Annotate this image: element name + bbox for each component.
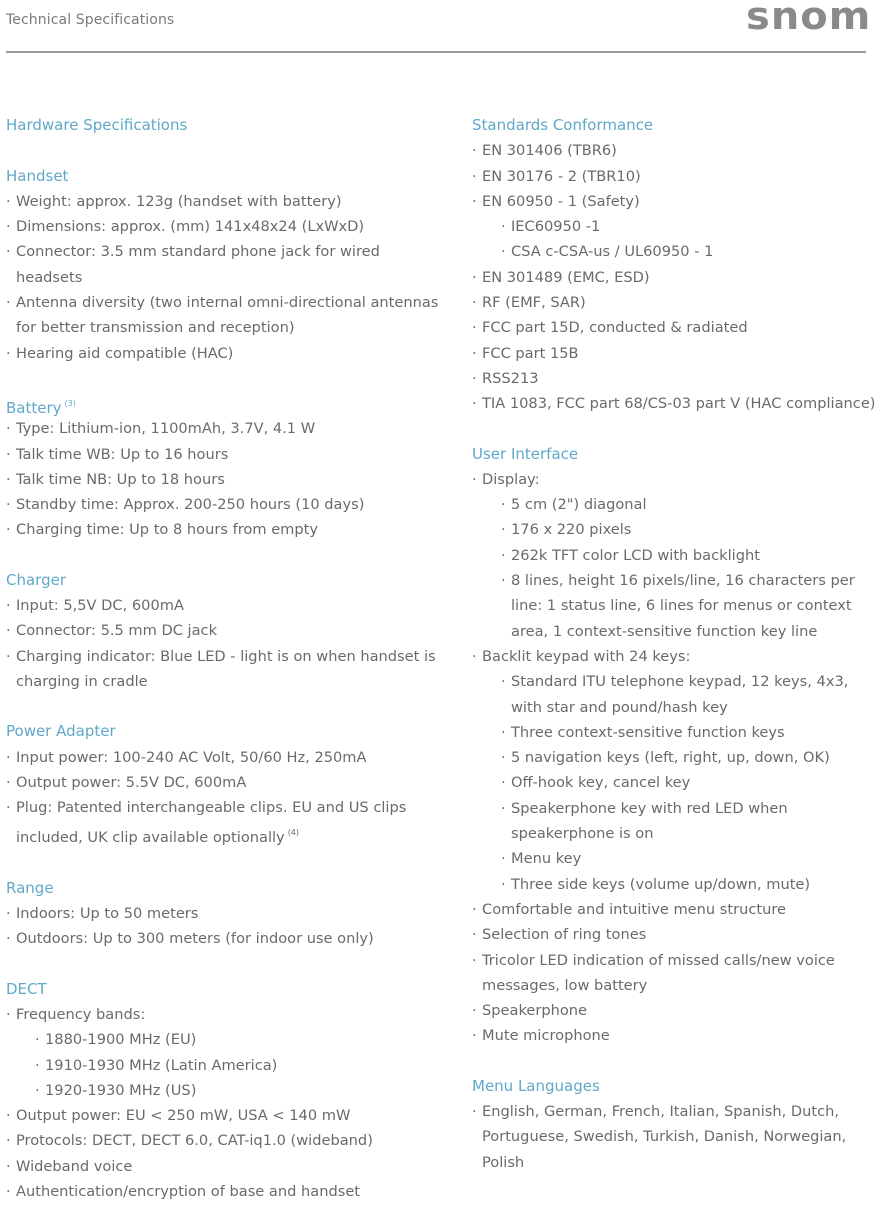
- item-text: Talk time WB: Up to 16 hours: [16, 445, 229, 463]
- list-item: [6, 517, 446, 542]
- header-divider: [6, 51, 866, 53]
- item-text: Charging indicator: Blue LED - light is on when handset is charging in cradle: [16, 647, 436, 690]
- list-item: [472, 341, 877, 366]
- bullet-icon: ·: [472, 294, 477, 312]
- item-text: Three side keys (volume up/down, mute): [511, 875, 811, 893]
- item-text: Connector: 3.5 mm standard phone jack for wired headsets: [16, 243, 380, 286]
- sub-list-item: [472, 872, 877, 897]
- list-item: [472, 290, 877, 315]
- sub-list-item: [472, 745, 877, 770]
- item-text: Speakerphone: [482, 1002, 588, 1020]
- sub-list-item: [472, 770, 877, 795]
- list-item: [472, 644, 877, 669]
- list-item: [472, 189, 877, 214]
- section-heading-text: Battery: [6, 398, 62, 417]
- footnote-ref: (3): [64, 398, 76, 408]
- item-text: Input: 5,5V DC, 600mA: [16, 597, 184, 615]
- list-item: [472, 1023, 877, 1048]
- item-text: Selection of ring tones: [482, 926, 647, 944]
- item-text: 1910-1930 MHz (Latin America): [45, 1056, 278, 1074]
- right-sections: [472, 113, 877, 1175]
- sub-list-item: [472, 568, 877, 644]
- list-item: [6, 1128, 446, 1153]
- item-text: Type: Lithium-ion, 1100mAh, 3.7V, 4.1 W: [16, 420, 316, 438]
- footnote-ref: (4): [287, 828, 300, 838]
- bullet-icon: ·: [472, 192, 477, 210]
- section-heading-text: Charger: [6, 570, 66, 589]
- item-text: Outdoors: Up to 300 meters (for indoor use only): [16, 930, 374, 948]
- item-text: Connector: 5.5 mm DC jack: [16, 622, 218, 640]
- item-text: 1880-1900 MHz (EU): [45, 1031, 197, 1049]
- section-battery: [6, 391, 446, 543]
- hardware-specifications-heading: Hardware Specifications: [6, 116, 188, 134]
- bullet-icon: ·: [6, 445, 11, 463]
- section-power-adapter: [6, 719, 446, 850]
- section-heading: [472, 1074, 877, 1099]
- section-heading: [472, 442, 877, 467]
- sub-list-item: [472, 543, 877, 568]
- section-heading-text: Handset: [6, 166, 69, 185]
- left-sections: [6, 164, 446, 1205]
- section-heading: [6, 568, 446, 593]
- list-item: [6, 442, 446, 467]
- bullet-icon: ·: [501, 875, 506, 893]
- bullet-icon: ·: [6, 420, 11, 438]
- list-item: [472, 391, 877, 416]
- list-item: [472, 315, 877, 340]
- sub-list-item: [472, 239, 877, 264]
- item-text: Output power: EU < 250 mW, USA < 140 mW: [16, 1107, 351, 1125]
- section-handset: [6, 164, 446, 366]
- list-item: [6, 926, 446, 951]
- bullet-icon: ·: [6, 1157, 11, 1175]
- section-heading: [472, 113, 877, 138]
- list-item: [472, 164, 877, 189]
- bullet-icon: ·: [501, 218, 506, 236]
- list-item: [472, 366, 877, 391]
- item-text: RF (EMF, SAR): [482, 294, 586, 312]
- bullet-icon: ·: [501, 774, 506, 792]
- list-item: [6, 492, 446, 517]
- list-item: [472, 138, 877, 163]
- item-text: IEC60950 -1: [511, 218, 601, 236]
- sub-list-item: [472, 214, 877, 239]
- section-heading: [6, 391, 446, 416]
- item-text: Weight: approx. 123g (handset with battery): [16, 192, 342, 210]
- item-text: FCC part 15D, conducted & radiated: [482, 319, 748, 337]
- bullet-icon: ·: [6, 521, 11, 539]
- item-text: English, German, French, Italian, Spanish, Dutch, Portuguese, Swedish, Turkish, Danish, Norwegian, Polish: [482, 1102, 847, 1171]
- section-heading: [6, 876, 446, 901]
- bullet-icon: ·: [501, 546, 506, 564]
- bullet-icon: ·: [35, 1081, 40, 1099]
- bullet-icon: ·: [501, 572, 506, 590]
- bullet-icon: ·: [472, 395, 477, 413]
- bullet-icon: ·: [35, 1056, 40, 1074]
- item-text: Mute microphone: [482, 1027, 610, 1045]
- list-item: [6, 1103, 446, 1128]
- list-item: [6, 745, 446, 770]
- bullet-icon: ·: [501, 850, 506, 868]
- bullet-icon: ·: [501, 799, 506, 817]
- item-text: Display:: [482, 470, 540, 488]
- bullet-icon: ·: [6, 470, 11, 488]
- bullet-icon: ·: [35, 1031, 40, 1049]
- list-item: [6, 644, 446, 695]
- bullet-icon: ·: [472, 369, 477, 387]
- bullet-icon: ·: [6, 344, 11, 362]
- item-text: Authentication/encryption of base and handset: [16, 1182, 361, 1200]
- right-column: [472, 113, 877, 1200]
- item-text: Tricolor LED indication of missed calls/new voice messages, low battery: [482, 951, 835, 994]
- item-text: Output power: 5.5V DC, 600mA: [16, 773, 247, 791]
- item-text: FCC part 15B: [482, 344, 579, 362]
- bullet-icon: ·: [472, 926, 477, 944]
- item-text: Speakerphone key with red LED when speakerphone is on: [511, 799, 788, 843]
- item-text: CSA c-CSA-us / UL60950 - 1: [511, 243, 714, 261]
- bullet-icon: ·: [472, 319, 477, 337]
- bullet-icon: ·: [472, 268, 477, 286]
- bullet-icon: ·: [6, 773, 11, 791]
- bullet-icon: ·: [472, 167, 477, 185]
- item-text: 176 x 220 pixels: [511, 521, 632, 539]
- bullet-icon: ·: [6, 243, 11, 261]
- item-text: Talk time NB: Up to 18 hours: [16, 470, 225, 488]
- item-text: TIA 1083, FCC part 68/CS-03 part V (HAC compliance): [482, 395, 876, 413]
- bullet-icon: ·: [501, 723, 506, 741]
- list-item: [6, 795, 446, 851]
- bullet-icon: ·: [472, 470, 477, 488]
- item-text: Backlit keypad with 24 keys:: [482, 647, 691, 665]
- item-text: 8 lines, height 16 pixels/line, 16 characters per line: 1 status line, 6 lines for menus or context area, 1 context-sensitive function key line: [511, 572, 855, 640]
- bullet-icon: ·: [501, 521, 506, 539]
- list-item: [472, 922, 877, 947]
- item-text: 262k TFT color LCD with backlight: [511, 546, 760, 564]
- list-item: [6, 239, 446, 290]
- sub-list-item: [472, 846, 877, 871]
- bullet-icon: ·: [501, 496, 506, 514]
- spacer: [6, 138, 446, 163]
- section-standards-conformance: [472, 113, 877, 417]
- item-text: Frequency bands:: [16, 1005, 146, 1023]
- list-item: [472, 467, 877, 492]
- section-heading-text: User Interface: [472, 444, 579, 463]
- item-text: Standby time: Approx. 200-250 hours (10 days): [16, 496, 365, 514]
- section-heading-text: Power Adapter: [6, 722, 116, 741]
- left-column: [6, 113, 446, 1229]
- item-text: Indoors: Up to 50 meters: [16, 905, 199, 923]
- document-title: Technical Specifications: [6, 12, 175, 28]
- bullet-icon: ·: [501, 673, 506, 691]
- item-text: 1920-1930 MHz (US): [45, 1081, 197, 1099]
- sub-list-item: [472, 720, 877, 745]
- list-item: [6, 341, 446, 366]
- bullet-icon: ·: [6, 1107, 11, 1125]
- section-heading: [6, 164, 446, 189]
- bullet-icon: ·: [501, 243, 506, 261]
- item-text: Menu key: [511, 850, 582, 868]
- list-item: [6, 901, 446, 926]
- item-text: Three context-sensitive function keys: [511, 723, 785, 741]
- bullet-icon: ·: [472, 951, 477, 969]
- section-heading: [6, 977, 446, 1002]
- bullet-icon: ·: [472, 1002, 477, 1020]
- bullet-icon: ·: [6, 294, 11, 312]
- item-text: Charging time: Up to 8 hours from empty: [16, 521, 319, 539]
- item-text: EN 301406 (TBR6): [482, 142, 617, 160]
- item-text: Comfortable and intuitive menu structure: [482, 900, 787, 918]
- item-text: Off-hook key, cancel key: [511, 774, 691, 792]
- bullet-icon: ·: [6, 496, 11, 514]
- list-item: [472, 948, 877, 999]
- list-item: [472, 1099, 877, 1175]
- list-item: [472, 897, 877, 922]
- bullet-icon: ·: [6, 905, 11, 923]
- section-range: [6, 876, 446, 952]
- item-text: Protocols: DECT, DECT 6.0, CAT-iq1.0 (wideband): [16, 1132, 373, 1150]
- bullet-icon: ·: [472, 1102, 477, 1120]
- list-item: [6, 416, 446, 441]
- item-text: EN 301489 (EMC, ESD): [482, 268, 650, 286]
- item-text: Hearing aid compatible (HAC): [16, 344, 234, 362]
- bullet-icon: ·: [6, 597, 11, 615]
- bullet-icon: ·: [472, 142, 477, 160]
- section-user-interface: [472, 442, 877, 1049]
- item-text: Antenna diversity (two internal omni-directional antennas for better transmission and reception): [16, 294, 439, 337]
- bullet-icon: ·: [6, 930, 11, 948]
- bullet-icon: ·: [472, 900, 477, 918]
- list-item: [6, 1179, 446, 1204]
- bullet-icon: ·: [6, 1132, 11, 1150]
- item-text: 5 navigation keys (left, right, up, down, OK): [511, 749, 830, 767]
- list-item: [6, 618, 446, 643]
- item-text: Standard ITU telephone keypad, 12 keys, 4x3, with star and pound/hash key: [511, 673, 849, 716]
- list-item: [6, 1154, 446, 1179]
- item-text: EN 60950 - 1 (Safety): [482, 192, 640, 210]
- bullet-icon: ·: [6, 192, 11, 210]
- bullet-icon: ·: [6, 748, 11, 766]
- section-heading-text: Standards Conformance: [472, 116, 654, 134]
- bullet-icon: ·: [472, 647, 477, 665]
- section-heading-text: Menu Languages: [472, 1076, 600, 1095]
- section-charger: [6, 568, 446, 694]
- list-item: [6, 770, 446, 795]
- bullet-icon: ·: [501, 749, 506, 767]
- section-menu-languages: [472, 1074, 877, 1175]
- bullet-icon: ·: [6, 1005, 11, 1023]
- item-text: Dimensions: approx. (mm) 141x48x24 (LxWxD): [16, 218, 365, 236]
- list-item: [6, 214, 446, 239]
- bullet-icon: ·: [472, 1027, 477, 1045]
- item-text: RSS213: [482, 369, 539, 387]
- section-heading-text: Range: [6, 878, 54, 897]
- bullet-icon: ·: [6, 799, 11, 817]
- snom-logo: snom: [745, 0, 871, 38]
- bullet-icon: ·: [6, 218, 11, 236]
- list-item: [472, 998, 877, 1023]
- section-heading-text: DECT: [6, 979, 47, 998]
- list-item: [6, 290, 446, 341]
- item-text: 5 cm (2") diagonal: [511, 496, 647, 514]
- bullet-icon: ·: [6, 647, 11, 665]
- bullet-icon: ·: [6, 1182, 11, 1200]
- item-text: Wideband voice: [16, 1157, 133, 1175]
- item-text: EN 30176 - 2 (TBR10): [482, 167, 641, 185]
- sub-list-item: [6, 1027, 446, 1052]
- list-item: [6, 189, 446, 214]
- list-item: [472, 265, 877, 290]
- list-item: [6, 467, 446, 492]
- section-heading: [6, 719, 446, 744]
- list-item: [6, 593, 446, 618]
- sub-list-item: [6, 1078, 446, 1103]
- item-text: Plug: Patented interchangeable clips. EU and US clips included, UK clip available optionally: [16, 799, 407, 847]
- item-text: Input power: 100-240 AC Volt, 50/60 Hz, 250mA: [16, 748, 367, 766]
- section-dect: [6, 977, 446, 1205]
- bullet-icon: ·: [6, 622, 11, 640]
- sub-list-item: [472, 796, 877, 847]
- sub-list-item: [6, 1053, 446, 1078]
- sub-list-item: [472, 517, 877, 542]
- sub-list-item: [472, 669, 877, 720]
- bullet-icon: ·: [472, 344, 477, 362]
- sub-list-item: [472, 492, 877, 517]
- list-item: [6, 1002, 446, 1027]
